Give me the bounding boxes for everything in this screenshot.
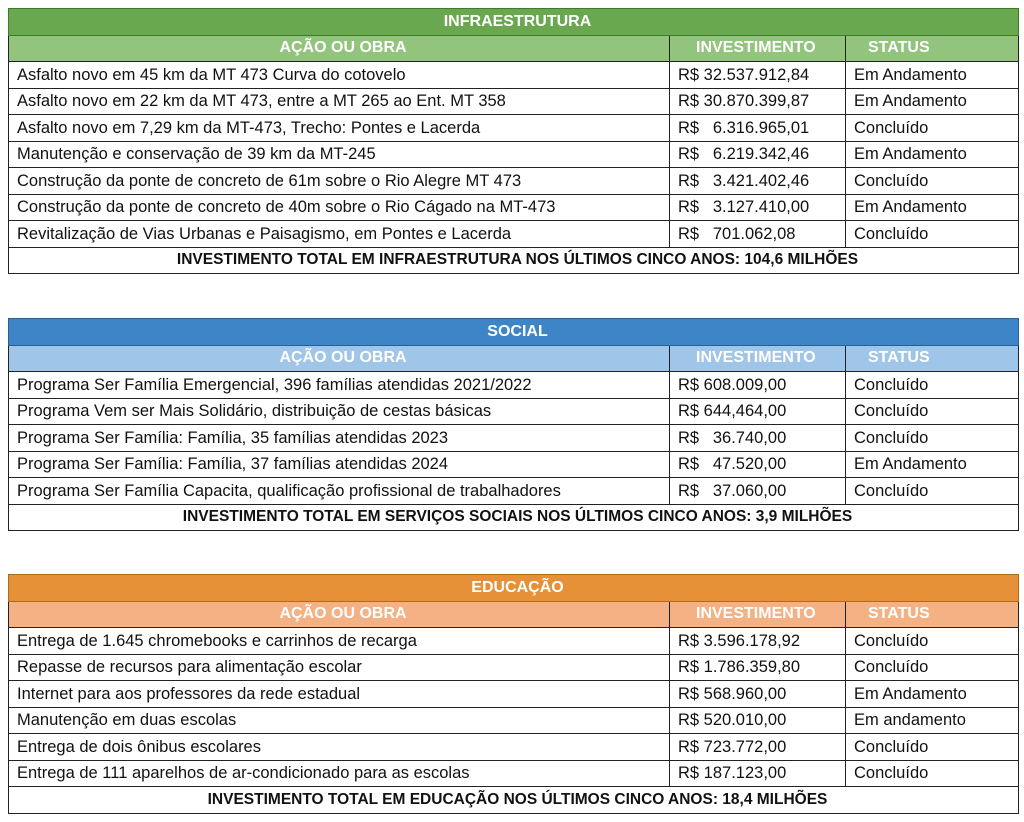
status-cell: Em Andamento <box>846 451 1019 478</box>
section-title: INFRAESTRUTURA <box>9 9 1019 36</box>
action-cell: Manutenção em duas escolas <box>9 707 670 734</box>
status-cell: Concluído <box>846 628 1019 655</box>
investment-cell: R$ 3.421.402,46 <box>670 168 846 195</box>
education-table <box>8 574 1019 814</box>
status-cell: Concluído <box>846 115 1019 142</box>
status-cell: Em Andamento <box>846 194 1019 221</box>
investment-cell: R$ 3.596.178,92 <box>670 628 846 655</box>
table-row <box>9 221 1019 248</box>
table-row <box>9 734 1019 761</box>
action-cell: Entrega de dois ônibus escolares <box>9 734 670 761</box>
status-cell: Concluído <box>846 398 1019 425</box>
investment-cell: R$ 723.772,00 <box>670 734 846 761</box>
status-cell: Concluído <box>846 168 1019 195</box>
action-cell: Construção da ponte de concreto de 40m sobre o Rio Cágado na MT-473 <box>9 194 670 221</box>
column-header-action: AÇÃO OU OBRA <box>9 35 670 62</box>
column-header-status: STATUS <box>846 35 1019 62</box>
status-cell: Concluído <box>846 478 1019 505</box>
status-cell: Concluído <box>846 221 1019 248</box>
column-header-status: STATUS <box>846 601 1019 628</box>
action-cell: Internet para aos professores da rede estadual <box>9 681 670 708</box>
table-row <box>9 681 1019 708</box>
infrastructure-table <box>8 8 1019 274</box>
action-cell: Programa Ser Família: Família, 35 famílias atendidas 2023 <box>9 425 670 452</box>
status-cell: Concluído <box>846 654 1019 681</box>
investment-cell: R$ 187.123,00 <box>670 760 846 787</box>
section-total: INVESTIMENTO TOTAL EM SERVIÇOS SOCIAIS NOS ÚLTIMOS CINCO ANOS: 3,9 MILHÕES <box>9 504 1019 531</box>
investment-cell: R$ 30.870.399,87 <box>670 88 846 115</box>
section-title: EDUCAÇÃO <box>9 575 1019 602</box>
status-cell: Em Andamento <box>846 62 1019 89</box>
action-cell: Asfalto novo em 7,29 km da MT-473, Trecho: Pontes e Lacerda <box>9 115 670 142</box>
status-cell: Em andamento <box>846 707 1019 734</box>
action-cell: Programa Vem ser Mais Solidário, distribuição de cestas básicas <box>9 398 670 425</box>
action-cell: Asfalto novo em 22 km da MT 473, entre a MT 265 ao Ent. MT 358 <box>9 88 670 115</box>
status-cell: Concluído <box>846 734 1019 761</box>
table-row <box>9 425 1019 452</box>
action-cell: Construção da ponte de concreto de 61m sobre o Rio Alegre MT 473 <box>9 168 670 195</box>
status-cell: Concluído <box>846 425 1019 452</box>
status-cell: Em Andamento <box>846 141 1019 168</box>
column-header-investment: INVESTIMENTO <box>670 345 846 372</box>
action-cell: Repasse de recursos para alimentação escolar <box>9 654 670 681</box>
table-row <box>9 451 1019 478</box>
section-title: SOCIAL <box>9 319 1019 346</box>
table-row <box>9 628 1019 655</box>
table-row <box>9 115 1019 142</box>
investment-cell: R$ 3.127.410,00 <box>670 194 846 221</box>
investment-cell: R$ 608.009,00 <box>670 372 846 399</box>
investment-cell: R$ 568.960,00 <box>670 681 846 708</box>
table-row <box>9 760 1019 787</box>
investment-cell: R$ 701.062,08 <box>670 221 846 248</box>
investment-cell: R$ 36.740,00 <box>670 425 846 452</box>
table-row <box>9 194 1019 221</box>
investment-cell: R$ 1.786.359,80 <box>670 654 846 681</box>
table-row <box>9 398 1019 425</box>
status-cell: Em Andamento <box>846 88 1019 115</box>
table-row <box>9 372 1019 399</box>
table-row <box>9 88 1019 115</box>
action-cell: Revitalização de Vias Urbanas e Paisagismo, em Pontes e Lacerda <box>9 221 670 248</box>
column-header-action: AÇÃO OU OBRA <box>9 345 670 372</box>
social-table <box>8 318 1019 531</box>
investment-cell: R$ 47.520,00 <box>670 451 846 478</box>
status-cell: Concluído <box>846 372 1019 399</box>
investment-cell: R$ 6.219.342,46 <box>670 141 846 168</box>
action-cell: Entrega de 1.645 chromebooks e carrinhos de recarga <box>9 628 670 655</box>
investment-cell: R$ 520.010,00 <box>670 707 846 734</box>
column-header-action: AÇÃO OU OBRA <box>9 601 670 628</box>
section-total: INVESTIMENTO TOTAL EM EDUCAÇÃO NOS ÚLTIMOS CINCO ANOS: 18,4 MILHÕES <box>9 787 1019 814</box>
status-cell: Em Andamento <box>846 681 1019 708</box>
table-row <box>9 707 1019 734</box>
investment-cell: R$ 6.316.965,01 <box>670 115 846 142</box>
column-header-status: STATUS <box>846 345 1019 372</box>
section-total: INVESTIMENTO TOTAL EM INFRAESTRUTURA NOS ÚLTIMOS CINCO ANOS: 104,6 MILHÕES <box>9 247 1019 274</box>
table-row <box>9 141 1019 168</box>
action-cell: Manutenção e conservação de 39 km da MT-245 <box>9 141 670 168</box>
table-row <box>9 168 1019 195</box>
action-cell: Programa Ser Família: Família, 37 famílias atendidas 2024 <box>9 451 670 478</box>
table-row <box>9 62 1019 89</box>
investment-cell: R$ 37.060,00 <box>670 478 846 505</box>
action-cell: Asfalto novo em 45 km da MT 473 Curva do cotovelo <box>9 62 670 89</box>
action-cell: Programa Ser Família Capacita, qualificação profissional de trabalhadores <box>9 478 670 505</box>
table-row <box>9 654 1019 681</box>
action-cell: Programa Ser Família Emergencial, 396 famílias atendidas 2021/2022 <box>9 372 670 399</box>
action-cell: Entrega de 111 aparelhos de ar-condicionado para as escolas <box>9 760 670 787</box>
column-header-investment: INVESTIMENTO <box>670 35 846 62</box>
investment-cell: R$ 32.537.912,84 <box>670 62 846 89</box>
column-header-investment: INVESTIMENTO <box>670 601 846 628</box>
status-cell: Concluído <box>846 760 1019 787</box>
investment-cell: R$ 644,464,00 <box>670 398 846 425</box>
table-row <box>9 478 1019 505</box>
